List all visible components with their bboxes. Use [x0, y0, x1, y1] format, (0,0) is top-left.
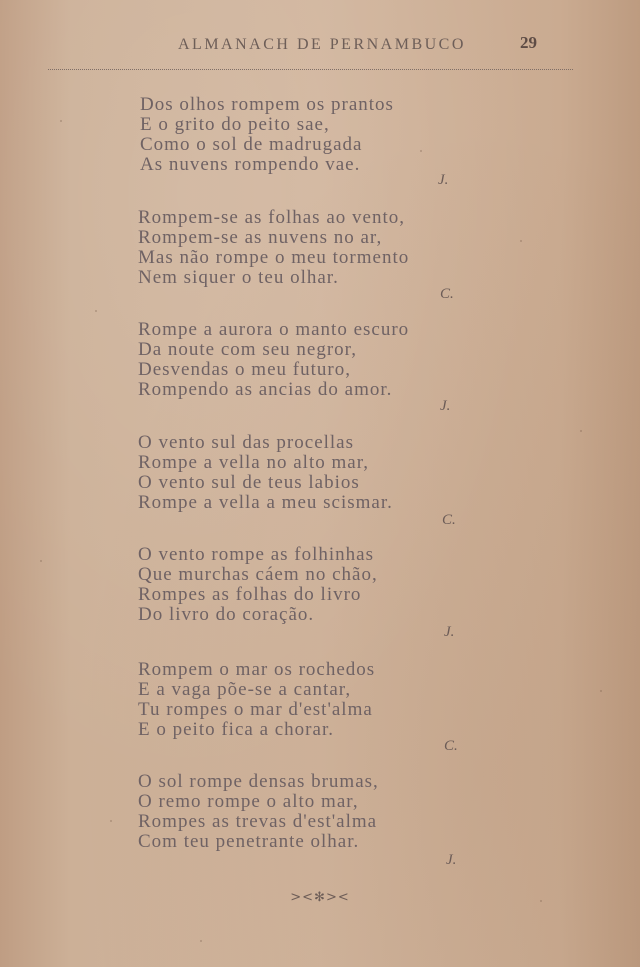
verse-line: As nuvens rompendo vae. — [140, 154, 361, 175]
stanza-signature: J. — [438, 172, 449, 188]
verse-line: O vento rompe as folhinhas — [138, 544, 375, 565]
paper-speck — [60, 120, 62, 122]
verse-line: Rompe a aurora o manto escuro — [138, 319, 410, 340]
stanza-2 — [138, 208, 478, 288]
stanza-6 — [138, 660, 478, 740]
paper-speck — [200, 940, 202, 942]
verse-line: Rompem o mar os rochedos — [138, 659, 376, 680]
page-header — [0, 30, 640, 60]
paper-speck — [520, 240, 522, 242]
paper-speck — [95, 310, 97, 312]
stanza-signature: C. — [444, 738, 458, 754]
verse-line: Que murchas cáem no chão, — [138, 564, 378, 585]
verse-line: Como o sol de madrugada — [140, 134, 363, 155]
page-number: 29 — [520, 33, 537, 52]
verse-line: Rompendo as ancias do amor. — [138, 379, 393, 400]
verse-line: Rompem-se as folhas ao vento, — [138, 207, 405, 228]
verse-line: Com teu penetrante olhar. — [138, 831, 360, 852]
stanza-signature: C. — [442, 512, 456, 528]
verse-line: Dos olhos rompem os prantos — [140, 94, 394, 115]
verse-line: Do livro do coração. — [138, 604, 315, 625]
verse-line: O vento sul das procellas — [138, 432, 355, 453]
verse-line: Tu rompes o mar d'est'alma — [138, 699, 373, 720]
verse-line: Rompe a vella no alto mar, — [138, 452, 370, 473]
verse-line: O remo rompe o alto mar, — [138, 791, 359, 812]
closing-ornament: ><✻>< — [290, 890, 350, 905]
running-title: ALMANACH DE PERNAMBUCO — [178, 36, 466, 53]
verse-line: Rompe a vella a meu scismar. — [138, 492, 393, 513]
paper-speck — [420, 150, 422, 152]
stanza-4 — [138, 433, 478, 513]
stanza-signature: J. — [446, 852, 457, 868]
verse-line: O sol rompe densas brumas, — [138, 771, 379, 792]
paper-speck — [40, 560, 42, 562]
verse-line: E o grito do peito sae, — [140, 114, 330, 135]
stanza-7 — [138, 772, 478, 852]
paper-speck — [580, 430, 582, 432]
paper-speck — [110, 820, 112, 822]
verse-line: Nem siquer o teu olhar. — [138, 267, 339, 288]
verse-line: Rompes as trevas d'est'alma — [138, 811, 378, 832]
verse-line: E a vaga põe-se a cantar, — [138, 679, 352, 700]
paper-speck — [540, 900, 542, 902]
stanza-signature: J. — [444, 624, 455, 640]
verse-line: Da noute com seu negror, — [138, 339, 357, 360]
verse-line: E o peito fica a chorar. — [138, 719, 334, 740]
stanza-signature: J. — [440, 398, 451, 414]
paper-speck — [600, 690, 602, 692]
verse-line: O vento sul de teus labios — [138, 472, 360, 493]
stanza-signature: C. — [440, 286, 454, 302]
verse-line: Mas não rompe o meu tormento — [138, 247, 410, 268]
stanza-5 — [138, 545, 478, 625]
verse-line: Rompem-se as nuvens no ar, — [138, 227, 383, 248]
stanza-1 — [138, 95, 478, 175]
verse-line: Desvendas o meu futuro, — [138, 359, 351, 380]
header-rule — [48, 69, 573, 70]
verse-line: Rompes as folhas do livro — [138, 584, 362, 605]
stanza-3 — [138, 320, 478, 400]
